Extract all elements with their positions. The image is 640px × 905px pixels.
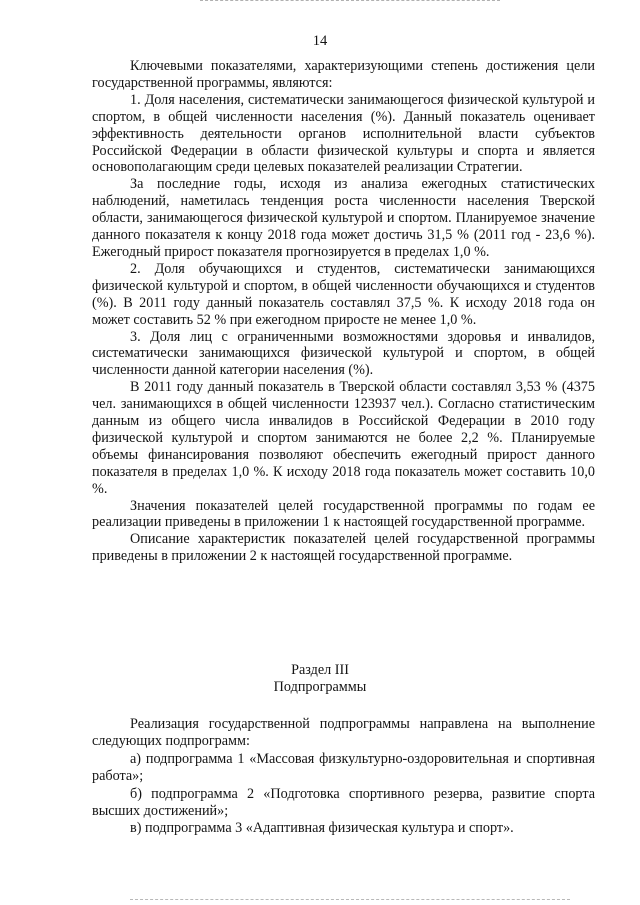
section-number: Раздел III [291, 662, 349, 678]
paragraph-appendix-1: Значения показателей целей государственной программы по годам ее реализации приведены в приложении 1 к настоящей государственной программе. [92, 497, 595, 531]
paragraph-indicator-2: 2. Доля обучающихся и студентов, систематически занимающихся физической культурой и спортом, в общей численности обучающихся и студентов (%). В 2011 году данный показатель составлял 37,5 %. К исходу 2018 года он может составить 52 % при ежегодном приросте не менее 1,0 %. [92, 260, 595, 328]
paragraph-indicator-3: 3. Доля лиц с ограниченными возможностями здоровья и инвалидов, систематически занимающихся физической культурой и спортом, в общей численности данной категории населения (%). [92, 328, 595, 379]
paragraph-indicator-1-trend: За последние годы, исходя из анализа ежегодных статистических наблюдений, наметилась тенденция роста численности населения Тверской области, занимающегося физической культурой и спортом. Планируемое значение данного показателя к концу 2018 года может достичь 31,5 % (2011 год - 23,6 %). Ежегодный прирост показателя прогнозируется в пределах 1,0 %. [92, 176, 595, 260]
subprogram-list [92, 716, 595, 838]
scan-edge-top [200, 0, 500, 4]
subprogram-item: в) подпрограмма 3 «Адаптивная физическая культура и спорт». [130, 820, 514, 837]
paragraph-indicator-1: 1. Доля населения, систематически занимающегося физической культурой и спортом, в общей численности населения (%). Данный показатель оценивает эффективность деятельности органов исполнительной власти субъектов Российской Федерации в области физической культуры и спорта и является основополагающим среди целевых показателей реализации Стратегии. [92, 91, 595, 176]
paragraph-key-indicators: Ключевыми показателями, характеризующими степень достижения цели государственной программы, являются: [92, 58, 595, 91]
section-title: Подпрограммы [273, 679, 367, 695]
section-heading [0, 662, 640, 696]
page-number: 14 [312, 33, 328, 49]
paragraph-appendix-2: Описание характеристик показателей целей государственной программы приведены в приложении 2 к настоящей государственной программе. [92, 531, 595, 565]
subprogram-item: а) подпрограмма 1 «Массовая физкультурно-оздоровительная и спортивная работа»; [92, 750, 595, 785]
scan-edge-bottom [130, 899, 570, 903]
body-text [92, 58, 595, 565]
subprogram-item: б) подпрограмма 2 «Подготовка спортивного резерва, развитие спорта высших достижений»; [92, 785, 595, 820]
paragraph-indicator-3-stats: В 2011 году данный показатель в Тверской области составлял 3,53 % (4375 чел. занимающихся в общей численности 123937 чел.). Согласно статистическим данным из общего числа инвалидов в Российской Федерации в 2010 году физической культурой и спортом занимаются не более 2,2 %. Планируемые объемы финансирования позволяют обеспечить ежегодный прирост данного показателя в пределах 1,0 %. К исходу 2018 года показатель может составить 10,0 %. [92, 379, 595, 497]
subprogram-intro: Реализация государственной подпрограммы направлена на выполнение следующих подпрограмм: [92, 716, 595, 750]
